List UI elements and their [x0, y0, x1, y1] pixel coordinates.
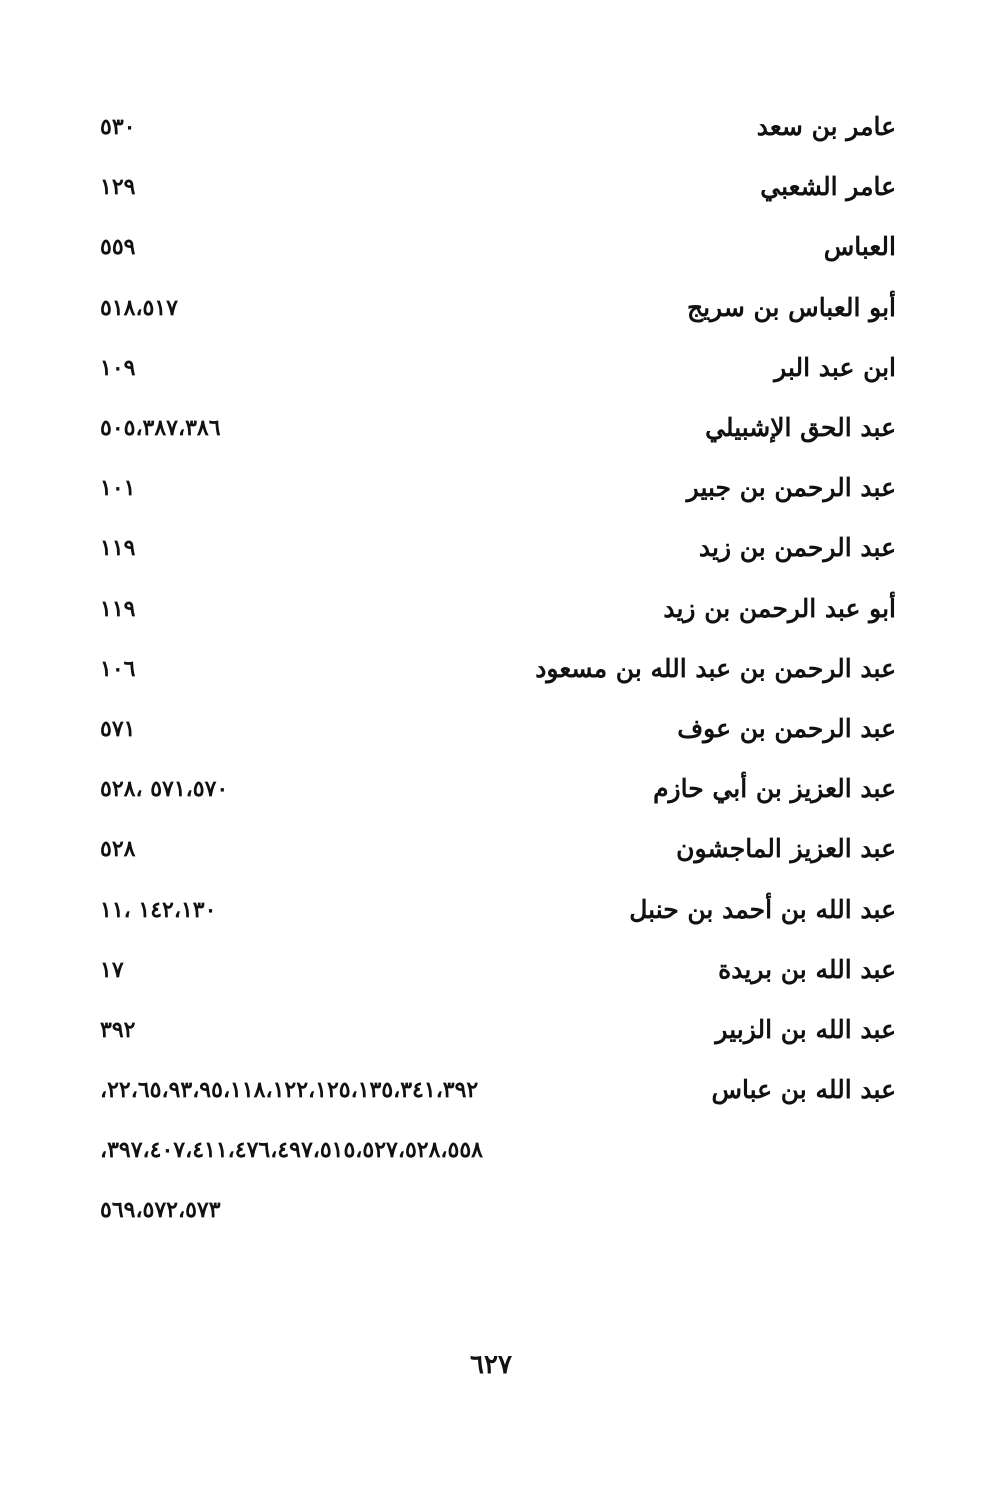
- index-entry: [100, 164, 896, 210]
- entry-pages: ١١٩: [100, 535, 136, 561]
- index-entry: [100, 586, 896, 632]
- entry-name: عبد الرحمن بن زيد: [698, 533, 896, 562]
- index-entry: [100, 947, 896, 993]
- entry-pages: ١٠٦: [100, 656, 136, 682]
- entry-name: عامر بن سعد: [756, 112, 896, 141]
- index-entry: [100, 405, 896, 451]
- entry-pages: ٥٥٩: [100, 234, 136, 260]
- entry-name: عبد الرحمن بن عبد الله بن مسعود: [535, 654, 896, 683]
- index-entry: [100, 285, 896, 331]
- index-entry: [100, 224, 896, 270]
- entry-name: عبد الله بن أحمد بن حنبل: [629, 895, 896, 924]
- entry-pages: ١٧: [100, 957, 124, 983]
- entry-pages: ١٤٢،١٣٠ ،١١: [100, 897, 217, 923]
- index-entry: [100, 766, 896, 812]
- entry-pages: ٥٠٥،٣٨٧،٣٨٦: [100, 415, 221, 441]
- entry-pages: ١١٩: [100, 596, 136, 622]
- entry-name: أبو العباس بن سريج: [686, 293, 896, 322]
- entry-pages: ٥٢٨: [100, 836, 136, 862]
- index-entry: [100, 1067, 896, 1113]
- entry-name: أبو عبد الرحمن بن زيد: [663, 594, 896, 623]
- index-entry: [100, 826, 896, 872]
- entry-pages: ٥٧١،٥٧٠ ،٥٢٨: [100, 776, 229, 802]
- entry-name: عبد الله بن عباس: [711, 1075, 896, 1104]
- entry-pages: ٣٩٢: [100, 1017, 136, 1043]
- index-entry: [100, 646, 896, 692]
- index-entry: [100, 1007, 896, 1053]
- entry-pages: ١٢٩: [100, 174, 136, 200]
- index-entry: [100, 525, 896, 571]
- index-entry: [100, 104, 896, 150]
- entry-name: عبد الرحمن بن جبير: [686, 473, 896, 502]
- entry-pages-continuation: ٣٩٧،٤٠٧،٤١١،٤٧٦،٤٩٧،٥١٥،٥٢٧،٥٢٨،٥٥٨،: [100, 1137, 483, 1163]
- entry-pages: ٥٧١: [100, 716, 136, 742]
- entry-pages: ١٠٩: [100, 355, 136, 381]
- entry-name: ابن عبد البر: [774, 353, 896, 382]
- entry-name: عبد الحق الإشبيلي: [705, 413, 896, 442]
- entry-name: عامر الشعبي: [760, 172, 896, 201]
- entry-pages: ٥١٨،٥١٧: [100, 295, 178, 321]
- page-number: ٦٢٧: [470, 1350, 512, 1380]
- entry-pages: ٢٢،٦٥،٩٣،٩٥،١١٨،١٢٢،١٢٥،١٣٥،٣٤١،٣٩٢،: [100, 1077, 479, 1103]
- index-entry: [100, 465, 896, 511]
- entry-name: عبد الرحمن بن عوف: [677, 714, 896, 743]
- entry-name: عبد العزيز الماجشون: [676, 834, 896, 863]
- index-entry: [100, 887, 896, 933]
- entry-name: العباس: [823, 232, 896, 261]
- entry-name: عبد الله بن الزبير: [715, 1015, 896, 1044]
- entry-name: عبد الله بن بريدة: [718, 955, 896, 984]
- index-entry: [100, 345, 896, 391]
- entry-name: عبد العزيز بن أبي حازم: [653, 774, 896, 803]
- index-entry: [100, 706, 896, 752]
- entry-pages-continuation: ٥٦٩،٥٧٢،٥٧٣: [100, 1197, 221, 1223]
- entry-pages: ٥٣٠: [100, 114, 136, 140]
- entry-pages: ١٠١: [100, 475, 136, 501]
